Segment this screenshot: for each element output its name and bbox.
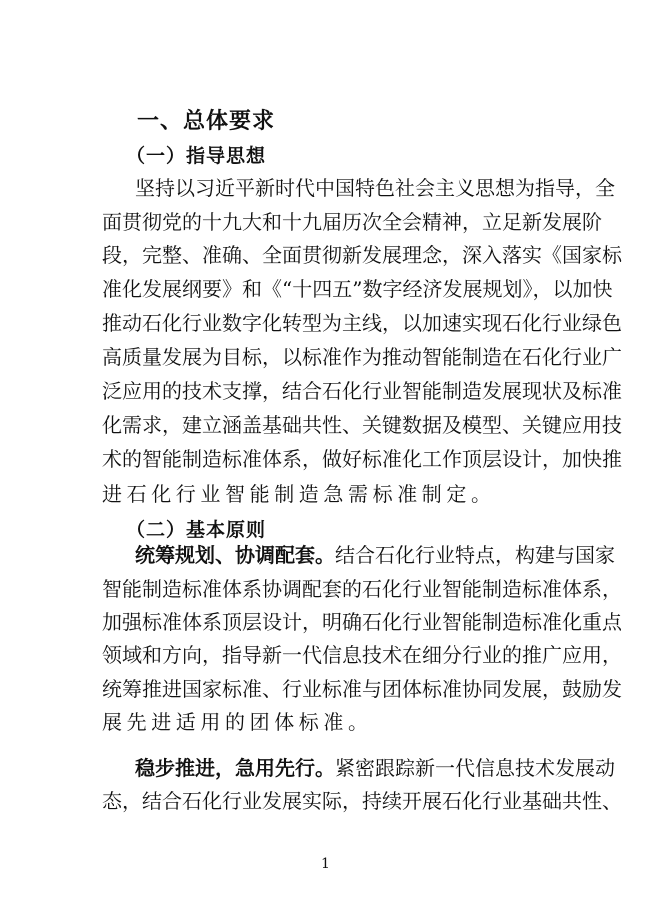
principle-paragraph-first-line	[135, 756, 615, 780]
subheading-guiding-ideology: （一）指导思想	[126, 145, 267, 167]
paragraph-line: 加强标准体系顶层设计，明确石化行业智能制造标准化重点	[102, 610, 622, 634]
paragraph-text: 结合石化行业特点，构建与国家	[335, 543, 615, 567]
principle-paragraph-first-line	[135, 543, 615, 567]
paragraph-text: 紧密跟踪新一代信息技术发展动	[335, 756, 615, 780]
paragraph-line: 高质量发展为目标，以标准作为推动智能制造在石化行业广	[102, 345, 622, 369]
paragraph-line: 统筹推进国家标准、行业标准与团体标准协同发展，鼓励发	[102, 677, 622, 701]
page-number: 1	[321, 856, 330, 872]
paragraph-line: 准化发展纲要》和《“十四五”数字经济发展规划》，以加快	[102, 277, 613, 301]
heading-general-requirements: 一、总体要求	[137, 109, 276, 134]
paragraph-line: 泛应用的技术支撑，结合石化行业智能制造发展现状及标准	[102, 379, 622, 403]
paragraph-line: 进石化行业智能制造急需标准制定。	[102, 482, 496, 506]
paragraph-line: 坚持以习近平新时代中国特色社会主义思想为指导，全	[135, 176, 615, 200]
principle-title: 稳步推进，急用先行。	[135, 756, 335, 780]
principle-title: 统筹规划、协调配套。	[135, 543, 335, 567]
paragraph-line: 智能制造标准体系协调配套的石化行业智能制造标准体系，	[102, 577, 622, 601]
paragraph-line: 面贯彻党的十九大和十九届历次全会精神，立足新发展阶	[102, 210, 602, 234]
paragraph-line: 领域和方向，指导新一代信息技术在细分行业的推广应用，	[102, 643, 622, 667]
paragraph-line: 化需求，建立涵盖基础共性、关键数据及模型、关键应用技	[102, 413, 622, 437]
paragraph-line: 展先进适用的团体标准。	[102, 710, 373, 734]
paragraph-line: 态，结合石化行业发展实际，持续开展石化行业基础共性、	[102, 789, 622, 813]
paragraph-line: 术的智能制造标准体系，做好标准化工作顶层设计，加快推	[102, 447, 622, 471]
paragraph-line: 段，完整、准确、全面贯彻新发展理念，深入落实《国家标	[102, 243, 622, 267]
paragraph-line: 推动石化行业数字化转型为主线，以加速实现石化行业绿色	[102, 311, 622, 335]
subheading-basic-principles: （二）基本原则	[126, 519, 267, 541]
